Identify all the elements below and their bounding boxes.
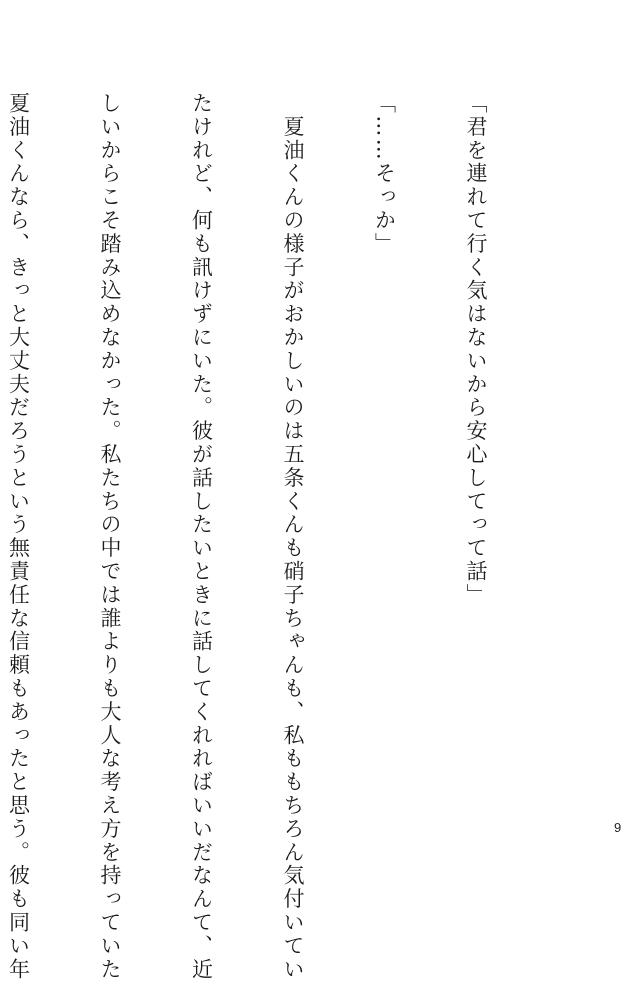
page-number: 9 [614,820,622,835]
text-column: 夏油くんの様子がおかしいのは五条くんも硝子ちゃんも、私ももちろん気付いてい [281,92,305,982]
text-column: 「……そっか」 [372,92,397,256]
text-column: しいからこそ踏み込めなかった。私たちの中では誰よりも大人な考え方を持っていた [98,92,122,982]
text-column: たけれど、何も訊けずにいた。彼が話したいときに話してくれればいいだなんて、近 [189,92,214,982]
text-column: 夏油くんなら、きっと大丈夫だろうという無責任な信頼もあったと思う。彼も同い年 [6,92,31,982]
vertical-text-body [6,92,552,982]
text-column: 「君を連れて行く気はないから安心してって話」 [464,92,488,607]
